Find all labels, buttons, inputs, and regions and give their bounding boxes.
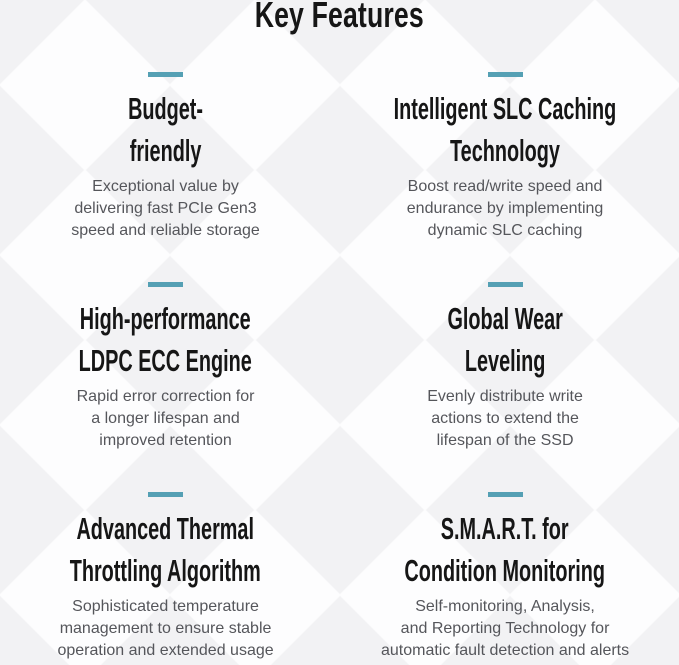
page-title-text: Key Features — [254, 0, 425, 35]
feature-description-line: delivering fast PCIe Gen3 — [74, 200, 257, 218]
accent-divider — [148, 492, 183, 497]
feature-slc-caching — [331, 72, 679, 242]
feature-description-line: lifespan of the SSD — [436, 432, 574, 450]
feature-ldpc-ecc — [0, 282, 331, 452]
feature-title — [447, 298, 562, 382]
feature-title — [79, 298, 252, 382]
feature-description-line: dynamic SLC caching — [427, 222, 583, 240]
feature-title-line: friendly — [129, 133, 202, 169]
feature-description-line: Evenly distribute write — [427, 388, 583, 406]
accent-divider — [148, 72, 183, 77]
feature-description-line: Exceptional value by — [92, 178, 239, 196]
feature-title-line: Technology — [450, 133, 560, 169]
feature-title-line: Condition Monitoring — [404, 553, 606, 589]
feature-description — [381, 596, 629, 662]
feature-title-line: Throttling Algorithm — [70, 553, 262, 589]
feature-description-line: Rapid error correction for — [76, 388, 255, 406]
feature-title — [394, 88, 617, 172]
accent-divider — [488, 72, 523, 77]
accent-divider — [488, 282, 523, 287]
feature-description-line: Sophisticated temperature — [72, 598, 259, 616]
feature-description — [57, 596, 273, 662]
feature-title — [70, 508, 261, 592]
feature-description — [71, 176, 260, 242]
feature-title-line: Budget- — [128, 91, 204, 127]
feature-title-line: High-performance — [80, 301, 251, 337]
page-title — [0, 0, 679, 36]
feature-wear-leveling — [331, 282, 679, 452]
feature-description-line: Boost read/write speed and — [407, 178, 603, 196]
feature-description-line: management to ensure stable — [59, 620, 272, 638]
feature-description-line: Self-monitoring, Analysis, — [415, 598, 595, 616]
feature-description-line: a longer lifespan and — [91, 410, 240, 428]
feature-description — [77, 386, 255, 452]
feature-title — [128, 88, 203, 172]
feature-description-line: improved retention — [99, 432, 232, 450]
feature-title — [405, 508, 606, 592]
features-grid — [0, 72, 679, 662]
feature-budget-friendly — [0, 72, 331, 242]
feature-description-line: and Reporting Technology for — [400, 620, 610, 638]
feature-smart-monitoring — [331, 492, 679, 662]
feature-title-line: Global Wear — [447, 301, 563, 337]
feature-description-line: operation and extended usage — [57, 642, 274, 660]
feature-description — [407, 176, 604, 242]
feature-description — [427, 386, 583, 452]
accent-divider — [148, 282, 183, 287]
feature-title-line: S.M.A.R.T. for — [441, 511, 569, 547]
accent-divider — [488, 492, 523, 497]
feature-description-line: automatic fault detection and alerts — [380, 642, 630, 660]
feature-title-line: LDPC ECC Engine — [79, 343, 253, 379]
feature-description-line: speed and reliable storage — [71, 222, 260, 240]
feature-thermal-throttling — [0, 492, 331, 662]
feature-description-line: actions to extend the — [431, 410, 579, 428]
feature-title-line: Advanced Thermal — [76, 511, 255, 547]
feature-title-line: Leveling — [464, 343, 546, 379]
feature-description-line: endurance by implementing — [406, 200, 604, 218]
feature-title-line: Intelligent SLC Caching — [393, 91, 617, 127]
